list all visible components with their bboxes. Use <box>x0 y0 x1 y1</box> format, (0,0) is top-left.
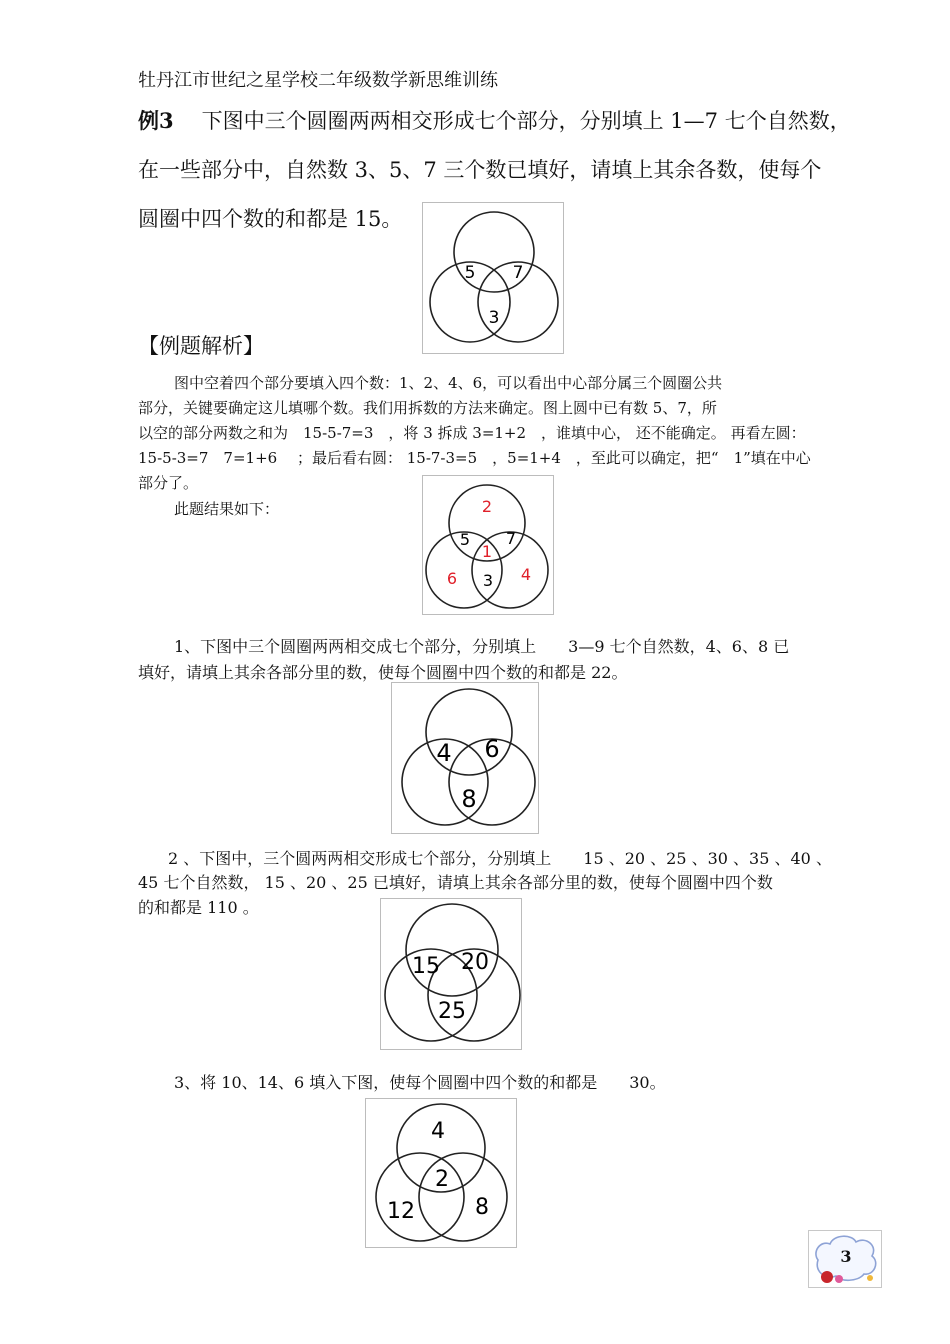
result-left: 6 <box>446 569 458 588</box>
result-venn-diagram <box>422 475 554 615</box>
analysis-heading: 【例题解析】 <box>138 334 264 358</box>
problem-2-venn-diagram <box>380 898 522 1050</box>
problem-1-line-2: 填好，请填上其余各部分里的数，使每个圆圈中四个数的和都是 22。 <box>138 663 628 682</box>
number-label: 20 <box>461 950 489 975</box>
diagram-frame <box>423 203 564 354</box>
analysis-line-5: 部分了。 <box>138 474 199 492</box>
diagram-frame <box>381 899 522 1050</box>
problem-3-venn-diagram <box>365 1098 517 1248</box>
page-number: 3 <box>840 1247 852 1266</box>
example-text-1: 下图中三个圆圈两两相交形成七个部分，分别填上 1—7 七个自然数， <box>201 109 851 133</box>
problem-2-line-3: 的和都是 110 。 <box>138 898 259 917</box>
example-venn-diagram <box>422 202 564 354</box>
number-label: 15 <box>412 954 440 979</box>
result-top-right: 7 <box>505 529 517 548</box>
left-circle <box>376 1153 464 1241</box>
example-line-1 <box>138 105 851 135</box>
number-label: 25 <box>438 999 466 1024</box>
number-label: 8 <box>461 785 477 813</box>
analysis-line-1: 图中空着四个部分要填入四个数：1、2、4、6，可以看出中心部分属三个圆圈公共 <box>174 374 723 392</box>
number-label: 4 <box>431 1119 445 1144</box>
analysis-line-4: 15-5-3=7 7=1+6 ；最后看右圆： 15-7-3=5 ，5=1+4 ，至此可以确定，把“ 1”填在中心 <box>138 449 811 467</box>
problem-2-line-2: 45 七个自然数， 15 、20 、25 已填好，请填上其余各部分里的数，使每个圆圈中四个数 <box>138 873 773 892</box>
number-label: 2 <box>435 1167 449 1192</box>
number-label: 12 <box>387 1199 415 1224</box>
result-top-left: 5 <box>459 530 471 549</box>
number-label: 5 <box>464 263 476 283</box>
number-label: 3 <box>488 308 500 328</box>
result-bottom: 3 <box>482 571 494 590</box>
problem-1-venn-diagram <box>391 682 539 834</box>
page-number-badge <box>808 1230 882 1288</box>
example-line-2: 在一些部分中，自然数 3、5、7 三个数已填好，请填上其余各数，使每个 <box>138 158 822 182</box>
bubble-icon <box>835 1275 843 1283</box>
result-center: 1 <box>481 542 493 561</box>
result-right: 4 <box>520 565 532 584</box>
number-label: 6 <box>484 735 500 763</box>
analysis-line-2: 部分，关键要确定这儿填哪个数。我们用拆数的方法来确定。图上圆中已有数 5、7，所 <box>138 399 717 417</box>
problem-2-line-1: 2 、下图中，三个圆两两相交形成七个部分，分别填上 15 、20 、25 、30 、35 、40 、 <box>168 849 832 868</box>
crab-icon <box>821 1271 833 1283</box>
example-label: 例3 <box>138 108 174 133</box>
page-header: 牡丹江市世纪之星学校二年级数学新思维训练 <box>138 70 498 91</box>
number-label: 4 <box>436 739 452 767</box>
problem-3-line-1: 3、将 10、14、6 填入下图，使每个圆圈中四个数的和都是 30。 <box>174 1073 666 1092</box>
right-circle <box>419 1153 507 1241</box>
problem-1-line-1: 1、下图中三个圆圈两两相交成七个部分，分别填上 3—9 七个自然数，4、6、8 已 <box>174 637 790 656</box>
star-icon <box>867 1275 873 1281</box>
result-label: 此题结果如下： <box>174 500 280 518</box>
number-label: 8 <box>475 1195 489 1220</box>
number-label: 7 <box>512 263 524 283</box>
analysis-line-3: 以空的部分两数之和为 15-5-7=3 ，将 3 拆成 3=1+2 ，谁填中心， 还不能确定。 再看左圆： <box>138 424 806 442</box>
example-line-3: 圆圈中四个数的和都是 15。 <box>138 207 403 231</box>
result-top: 2 <box>481 497 493 516</box>
